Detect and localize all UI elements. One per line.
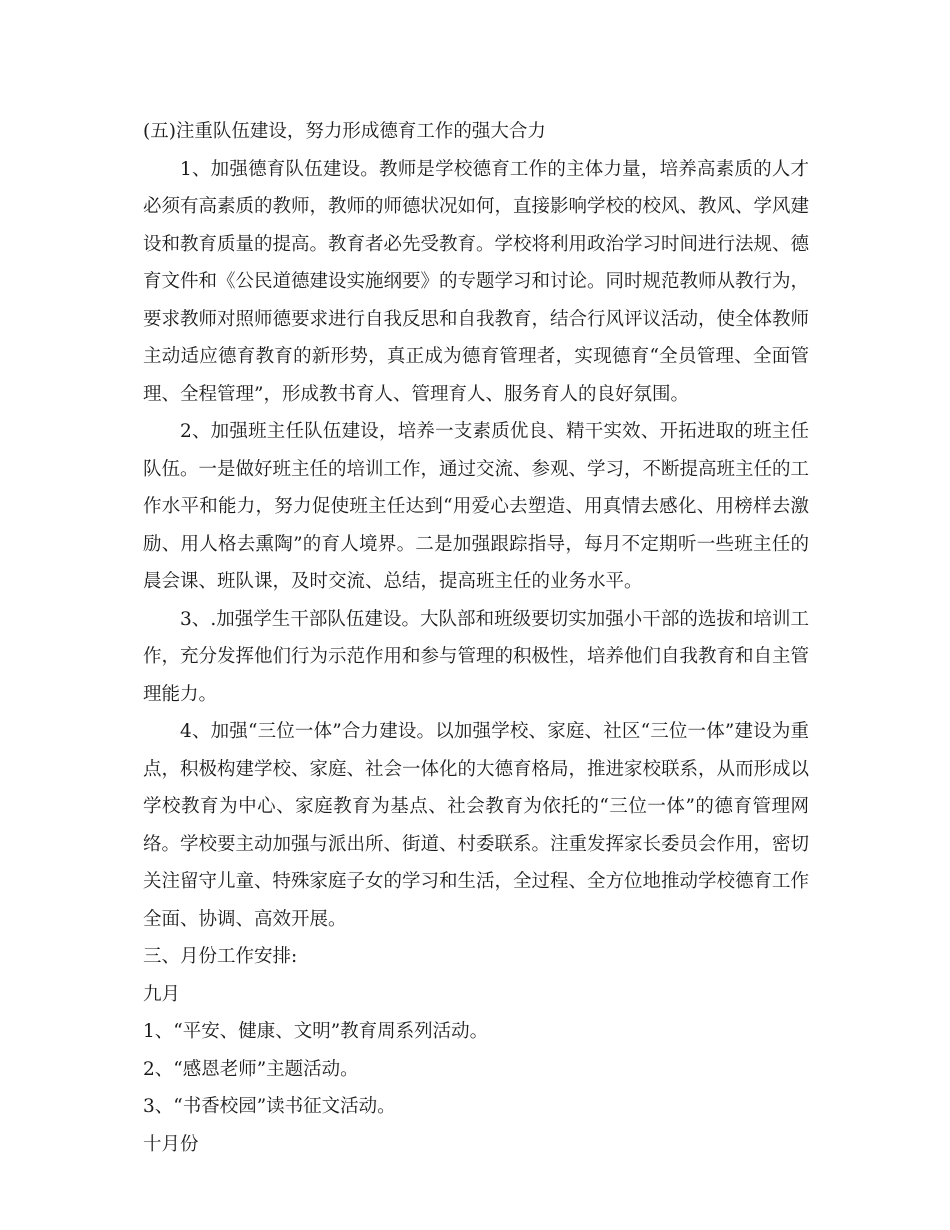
september-item-2: 2、“感恩老师”主题活动。 (143, 1058, 359, 1080)
paragraph-head-teacher-team: 2、加强班主任队伍建设，培养一支素质优良、精干实效、开拓进取的班主任队伍。一是做好班主任的培训工作，通过交流、参观、学习，不断提高班主任的工作水平和能力，努力促使班主任达到“用爱心去塑造、用真情去感化、用榜样去激励、用人格去熏陶”的育人境界。二是加强跟踪指导，每月不定期听一些班主任的晨会课、班队课，及时交流、总结，提高班主任的业务水平。 (143, 421, 810, 592)
month-october: 十月份 (143, 1133, 199, 1155)
paragraph-student-cadres: 3、.加强学生干部队伍建设。大队部和班级要切实加强小干部的选拔和培训工作，充分发挥他们行为示范作用和参与管理的积极性，培养他们自我教育和自主管理能力。 (143, 608, 810, 705)
schedule-heading: 三、月份工作安排: (143, 946, 298, 967)
month-september: 九月 (143, 983, 181, 1005)
document-body (143, 113, 809, 1163)
paragraph-three-in-one: 4、加强“三位一体”合力建设。以加强学校、家庭、社区“三位一体”建设为重点，积极构建学校、家庭、社会一体化的大德育格局，推进家校联系，从而形成以学校教育为中心、家庭教育为基点、社会教育为依托的“三位一体”的德育管理网络。学校要主动加强与派出所、街道、村委联系。注重发挥家长委员会作用，密切关注留守儿童、特殊家庭子女的学习和生活，全过程、全方位地推动学校德育工作全面、协调、高效开展。 (143, 721, 810, 930)
september-item-3: 3、“书香校园”读书征文活动。 (143, 1096, 396, 1117)
september-item-1: 1、“平安、健康、文明”教育周系列活动。 (143, 1021, 489, 1042)
section-heading: (五)注重队伍建设，努力形成德育工作的强大合力 (143, 121, 546, 142)
paragraph-teacher-team: 1、加强德育队伍建设。教师是学校德育工作的主体力量，培养高素质的人才必须有高素质的教师，教师的师德状况如何，直接影响学校的校风、教风、学风建设和教育质量的提高。教育者必先受教育。学校将利用政治学习时间进行法规、德育文件和《公民道德建设实施纲要》的专题学习和讨论。同时规范教师从教行为，要求教师对照师德要求进行自我反思和自我教育，结合行风评议活动，使全体教师主动适应德育教育的新形势，真正成为德育管理者，实现德育“全员管理、全面管理、全程管理”，形成教书育人、管理育人、服务育人的良好氛围。 (143, 158, 810, 405)
